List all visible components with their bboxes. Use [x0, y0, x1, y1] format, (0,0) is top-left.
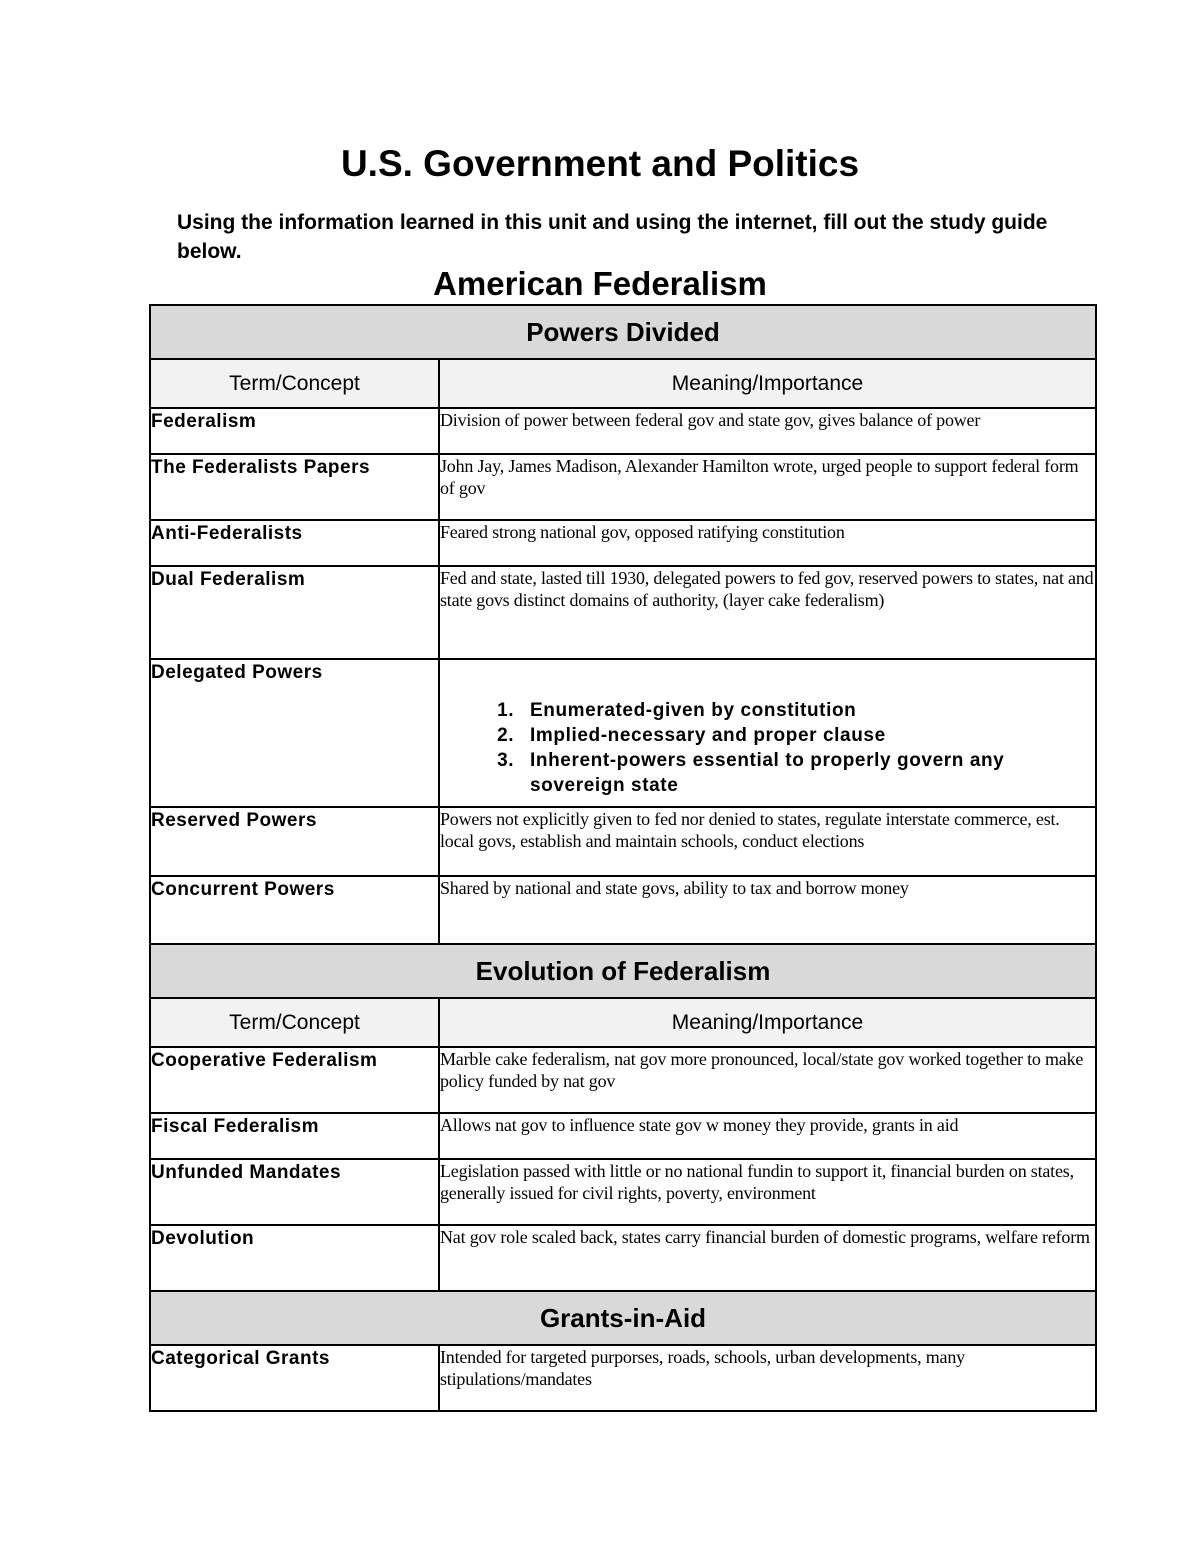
meaning-cell: Powers not explicitly given to fed nor denied to states, regulate interstate commerce, est. local govs, establish and maintain schools, conduct elections — [439, 807, 1096, 876]
table-row — [150, 454, 1096, 520]
meaning-cell: John Jay, James Madison, Alexander Hamilton wrote, urged people to support federal form of gov — [439, 454, 1096, 520]
section-header-row — [150, 305, 1096, 359]
section-header-row — [150, 1291, 1096, 1345]
column-header-term: Term/Concept — [150, 998, 439, 1047]
table-row — [150, 1113, 1096, 1159]
term-cell: Anti-Federalists — [150, 520, 439, 566]
table-row — [150, 1159, 1096, 1225]
column-header-meaning: Meaning/Importance — [439, 998, 1096, 1047]
column-header-meaning: Meaning/Importance — [439, 359, 1096, 408]
term-cell: Unfunded Mandates — [150, 1159, 439, 1225]
list-item: 2. Implied-necessary and proper clause — [520, 723, 1095, 748]
table-row — [150, 1345, 1096, 1411]
table-row — [150, 659, 1096, 807]
table-row — [150, 876, 1096, 944]
term-cell: Fiscal Federalism — [150, 1113, 439, 1159]
meaning-cell: Division of power between federal gov and state gov, gives balance of power — [439, 408, 1096, 454]
table-row — [150, 1047, 1096, 1113]
meaning-cell: Legislation passed with little or no national fundin to support it, financial burden on states, generally issued for civil rights, poverty, environment — [439, 1159, 1096, 1225]
term-cell: Delegated Powers — [150, 659, 439, 807]
column-header-term: Term/Concept — [150, 359, 439, 408]
section-heading-evolution: Evolution of Federalism — [150, 944, 1096, 998]
meaning-cell: Shared by national and state govs, ability to tax and borrow money — [439, 876, 1096, 944]
column-header-row — [150, 359, 1096, 408]
term-cell: Federalism — [150, 408, 439, 454]
meaning-cell: Allows nat gov to influence state gov w money they provide, grants in aid — [439, 1113, 1096, 1159]
section-heading-powers-divided: Powers Divided — [150, 305, 1096, 359]
meaning-cell — [439, 659, 1096, 807]
list-item: 3. Inherent-powers essential to properly govern any sovereign state — [520, 748, 1095, 798]
meaning-cell: Fed and state, lasted till 1930, delegated powers to fed gov, reserved powers to states, nat and state govs distinct domains of authority, (layer cake federalism) — [439, 566, 1096, 659]
page-title: U.S. Government and Politics — [340, 143, 860, 184]
column-header-row — [150, 998, 1096, 1047]
term-cell: Categorical Grants — [150, 1345, 439, 1411]
term-cell: Reserved Powers — [150, 807, 439, 876]
instructions: Using the information learned in this unit and using the internet, fill out the study guide below. — [177, 211, 1048, 263]
meaning-cell: Intended for targeted purporses, roads, schools, urban developments, many stipulations/mandates — [439, 1345, 1096, 1411]
term-cell: Cooperative Federalism — [150, 1047, 439, 1113]
section-header-row — [150, 944, 1096, 998]
meaning-cell: Nat gov role scaled back, states carry financial burden of domestic programs, welfare reform — [439, 1225, 1096, 1291]
meaning-cell: Marble cake federalism, nat gov more pronounced, local/state gov worked together to make policy funded by nat gov — [439, 1047, 1096, 1113]
term-cell: The Federalists Papers — [150, 454, 439, 520]
term-cell: Devolution — [150, 1225, 439, 1291]
term-cell: Concurrent Powers — [150, 876, 439, 944]
table-row — [150, 1225, 1096, 1291]
table-row — [150, 566, 1096, 659]
section-heading-grants: Grants-in-Aid — [150, 1291, 1096, 1345]
table-row — [150, 807, 1096, 876]
study-guide-table — [149, 304, 1097, 1412]
meaning-cell: Feared strong national gov, opposed ratifying constitution — [439, 520, 1096, 566]
term-cell: Dual Federalism — [150, 566, 439, 659]
list-item: 1. Enumerated-given by constitution — [520, 698, 1095, 723]
table-row — [150, 408, 1096, 454]
delegated-powers-list — [440, 698, 1095, 798]
section-title: American Federalism — [433, 265, 767, 302]
table-row — [150, 520, 1096, 566]
